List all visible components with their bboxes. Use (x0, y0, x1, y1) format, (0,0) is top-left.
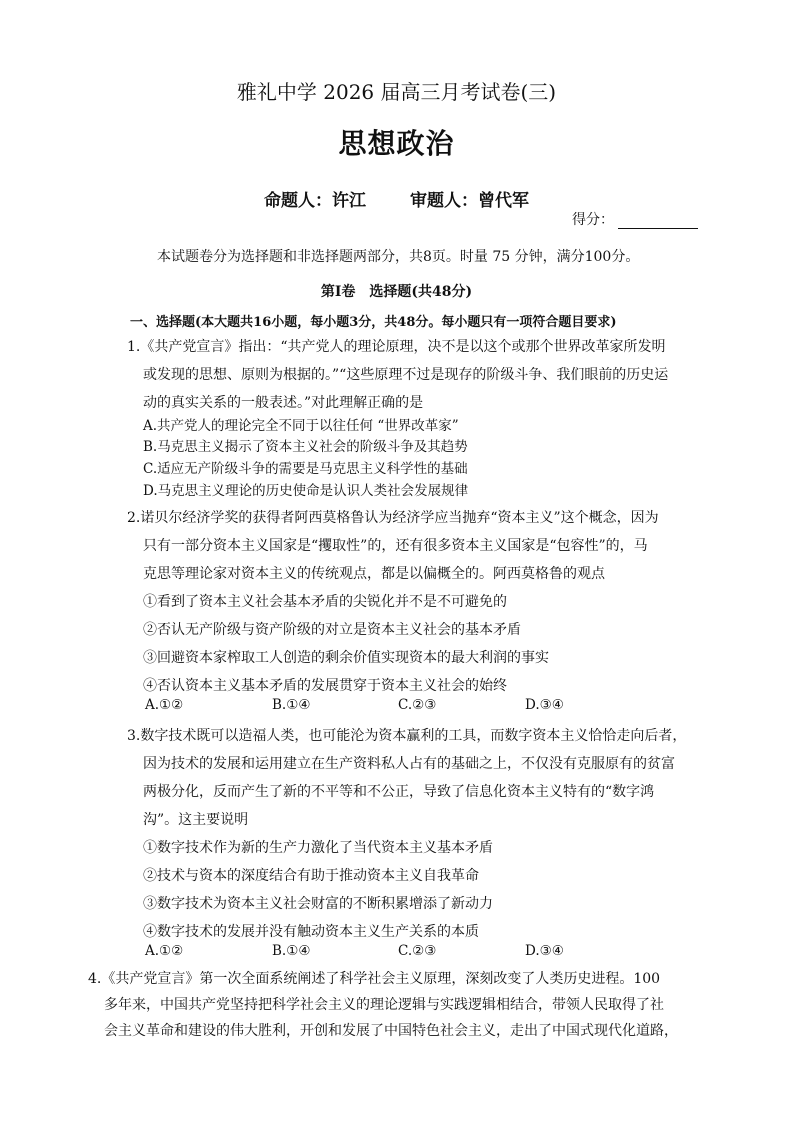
question-3-item: ②技术与资本的深度结合有助于推动资本主义自我革命 (143, 868, 479, 884)
question-3-line: 两极分化，反而产生了新的不平等和不公正，导致了信息化资本主义特有的“数字鸿 (143, 784, 655, 800)
exam-title: 雅礼中学 2026 届高三月考试卷(三) (236, 80, 557, 104)
question-4-line: 多年来，中国共产党坚持把科学社会主义的理论逻辑与实践逻辑相结合，带领人民取得了社 (104, 997, 664, 1013)
question-1-option-d: D.马克思主义理论的历史使命是认识人类社会发展规律 (143, 483, 469, 499)
question-3-line: 因为技术的发展和运用建立在生产资料私人占有的基础之上，不仅没有克服原有的贫富 (143, 756, 675, 772)
subject-title: 思想政治 (338, 127, 455, 160)
question-2-item: ②否认无产阶级与资产阶级的对立是资本主义社会的基本矛盾 (143, 622, 521, 638)
question-3-item: ④数字技术的发展并没有触动资本主义生产关系的本质 (143, 924, 479, 940)
score-label: 得分： (572, 212, 614, 228)
question-1-line: 或发现的思想、原则为根据的。”“这些原理不过是现存的阶级斗争、我们眼前的历史运 (143, 367, 669, 383)
question-2-choice-c: C.②③ (398, 697, 437, 713)
exam-intro: 本试题卷分为选择题和非选择题两部分，共8页。时量 75 分钟，满分100分。 (157, 249, 640, 265)
score-blank-line (618, 214, 698, 229)
question-2-line: 2.诺贝尔经济学奖的获得者阿西莫格鲁认为经济学应当抛弃“资本主义”这个概念，因为 (127, 510, 659, 526)
question-1-line: 动的真实关系的一般表述。”对此理解正确的是 (143, 395, 424, 411)
question-3-choice-a: A.①② (145, 943, 184, 959)
question-1-option-c: C.适应无产阶级斗争的需要是马克思主义科学性的基础 (143, 461, 468, 477)
question-3-choice-d: D.③④ (525, 943, 564, 959)
question-2-choice-d: D.③④ (525, 697, 564, 713)
question-2-item: ④否认资本主义基本矛盾的发展贯穿于资本主义社会的始终 (143, 678, 507, 694)
reviewer-label: 审题人：曾代军 (410, 191, 529, 211)
section-instructions: 一、选择题(本大题共16小题，每小题3分，共48分。每小题只有一项符合题目要求) (130, 315, 617, 330)
author-label: 命题人：许江 (264, 191, 366, 211)
score-field (572, 209, 698, 229)
question-2-line: 克思等理论家对资本主义的传统观点，都是以偏概全的。阿西莫格鲁的观点 (143, 566, 605, 582)
question-3-item: ③数字技术为资本主义社会财富的不断积累增添了新动力 (143, 896, 493, 912)
question-4-line: 4.《共产党宣言》第一次全面系统阐述了科学社会主义原理，深刻改变了人类历史进程。100 (88, 971, 661, 987)
question-1-option-b: B.马克思主义揭示了资本主义社会的阶级斗争及其趋势 (143, 439, 468, 455)
question-2-line: 只有一部分资本主义国家是“攫取性”的，还有很多资本主义国家是“包容性”的，马 (143, 538, 648, 554)
question-3-choice-c: C.②③ (398, 943, 437, 959)
question-4-line: 会主义革命和建设的伟大胜利，开创和发展了中国特色社会主义，走出了中国式现代化道路， (104, 1023, 678, 1039)
question-1-option-a: A.共产党人的理论完全不同于以往任何 “世界改革家” (143, 418, 459, 434)
question-3-item: ①数字技术作为新的生产力激化了当代资本主义基本矛盾 (143, 840, 493, 856)
question-2-item: ①看到了资本主义社会基本矛盾的尖锐化并不是不可避免的 (143, 594, 507, 610)
question-1-line: 1.《共产党宣言》指出：“共产党人的理论原理，决不是以这个或那个世界改革家所发明 (127, 339, 666, 355)
exam-staff (0, 186, 793, 211)
question-3-line: 3.数字技术既可以造福人类，也可能沦为资本赢利的工具，而数字资本主义恰恰走向后者， (127, 728, 687, 744)
question-3-choice-b: B.①④ (272, 943, 311, 959)
section-heading: 第Ⅰ卷 选择题(共48分) (320, 284, 473, 300)
question-3-line: 沟”。这主要说明 (143, 812, 249, 828)
question-2-item: ③回避资本家榨取工人创造的剩余价值实现资本的最大利润的事实 (143, 650, 549, 666)
question-2-choice-a: A.①② (145, 697, 184, 713)
question-2-choice-b: B.①④ (272, 697, 311, 713)
